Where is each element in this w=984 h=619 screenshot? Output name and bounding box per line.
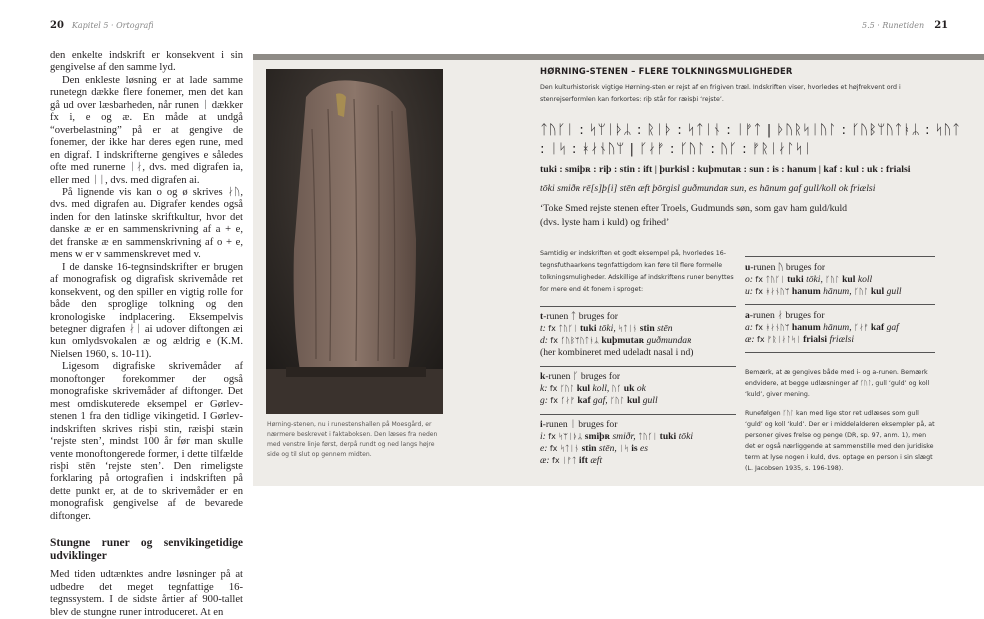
transliterated-word: is [631,443,638,454]
rune-example: fx ᛋᛘᛁᚦᛦ [548,432,583,441]
rune-example: fx ᚴᚢᛚ [549,384,575,393]
normalized-word: gaf, [593,395,608,406]
normalized-word: ok [636,383,646,394]
normalized-word: guðmundaʀ [646,335,692,346]
rune-example: fx ᚴᛅᚠ [550,396,575,405]
rune-example: fx ᚴᚢᛒᛘᚢᛏᚭᛦ [550,336,599,345]
normalized-text: tōki smiðʀ rē[s]þ[i] stēn æft þōrgisl guðmundaʀ sun, es hānum gaf gull/koll ok friælsi [540,183,876,194]
rune-example: ᚢᚴ [611,384,622,393]
photo-caption: Hørning-stenen, nu i runestenshallen på Moesgård, er nærmere beskrevet i faktaboksen. Den læses fra neden med venstre linje først, derpå rundt og ned langs højre side og til slut op gennem midten. [267,421,438,458]
rune-example: fx ᛁᚠᛏ [552,456,577,465]
normalized-word: koll [857,274,873,285]
normalized-word: hānum, [823,322,852,333]
factbox-explanation: Samtidig er indskriften et godt eksempel på, hvorledes 16-tegnsfuthaarkens tegnfattigdom kan føre til flere formelle tolkningsmuligheder. Adskillige af indskriftens runer benyttes for mere end ét fonem i sproget: [540,250,734,293]
k-rune-block [540,371,736,407]
runestone-photo [266,69,443,414]
rune-letter: a [745,310,750,321]
factbox-intro: Den kulturhistorisk vigtige Hørning-sten er rejst af en frigiven træl. Indskriften viser, hvorledes et højfrekvent ord i stenrejserformlen kan forkortes: riþ står for ræisþi ‘rejste’. [540,84,901,103]
transliteration: tuki : smiþʀ : riþ : stin : ift | þurkisl : kuþmutaʀ : sun : is : hanum | kaf : kul : uk : frialsi [540,164,911,175]
paragraph: Den enkleste løsning er at lade samme runetegn dække flere fonemer, men det kan gå ud over læsbarheden, når runen ᛁ dækker fx i, e og æ. En måde at undgå “overbelastning” på er at gengive de fonemer, der ikke har deres egen rune, med en digraf. I indskrifterne gengives e således ofte med runerne ᛁᛅ, dvs. med digrafen ia, eller med ᛁᛁ, dvs. med digrafen ai. [50,74,243,186]
divider [540,306,736,307]
rune-inscription-line-1: ᛏᚢᚴᛁ : ᛋᛘᛁᚦᛦ : ᚱᛁᚦ : ᛋᛏᛁᚾ : ᛁᚠᛏ | ᚦᚢᚱᛋᛁᚢᛚ : ᚴᚢᛒᛘᚢᛏᚭᛦ : ᛋᚢᛏ [540,122,961,138]
transliterated-word: ift [578,455,588,466]
phoneme-label: t: [540,323,546,334]
transliterated-word: kuþmutaʀ [601,335,645,346]
transliterated-word: kaf [577,395,591,406]
rune-example: ᚴᚢᛚ [825,275,840,284]
phoneme-label: e: [540,443,548,454]
paragraph: I de danske 16-tegnsindskrifter er brugen af monografisk og digrafisk skrivemåde ret konsekvent, og den spiller en vigtig rolle for både den sproglige tolkning og den kronologiske indplacering. Eksempelvis betegner digrafen ᛅᛁ ai udover diftongen æi kun omlydsvokalen æ og ældrig e (K.M. Nielsen 1960, s. 10-11). [50,261,243,360]
rune-heading: -runen ᛁ bruges for [542,419,618,430]
rune-letter: k [540,371,546,382]
normalized-word: tōki [678,431,693,442]
normalized-word: stēn, [598,443,617,454]
transliterated-word: smiþʀ [584,431,611,442]
paragraph: den enkelte indskrift er konsekvent i sin gengivelse af den samme lyd. [50,50,243,74]
divider [745,256,935,257]
phoneme-label: u: [745,286,753,297]
transliterated-word: hanum [791,322,821,333]
left-running-head [50,20,154,31]
transliterated-word: kul [842,274,856,285]
transliterated-word: tuki [787,274,804,285]
rune-example: fx ᚠᚱᛁᛅᛚᛋᛁ [757,335,801,344]
normalized-word: gaf [886,322,899,333]
rune-letter: u [745,262,751,273]
normalized-word: friælsi [829,334,855,345]
divider [540,414,736,415]
rune-example: ᛋᛏᛁᚾ [618,324,638,333]
a-rune-block [745,310,935,346]
transliterated-word: kaf [870,322,885,333]
rune-example: fx ᚼᛅᚾᚢᛘ [755,323,790,332]
normalized-word: smiðr, [612,431,636,442]
paragraph: Med tiden udtænktes andre løsninger på at udbedre det meget tegnfattige 16-tegnssystem. I de sidste årtier af 900-tallet blev de stungne runer introduceret. At en [50,569,243,618]
phoneme-label: æ: [540,455,550,466]
rune-example: fx ᛏᚢᚴᛁ [755,275,785,284]
divider [745,352,935,353]
normalized-word: koll, [592,383,610,394]
normalized-word: gull [886,286,902,297]
t-rune-block [540,311,736,359]
phoneme-label: i: [540,431,546,442]
rune-heading: -runen ᛅ bruges for [749,310,825,321]
note-paragraph: Runefølgen ᚴᚢᛚ kan med lige stor ret udlæses som gull ‘guld’ og koll ‘kuld’. Der er i middelalderen eksempler på, at personer gives frelse og penge (DR, sp. 97, anm. 1), men det er også nærliggende at sammenstille med den juridiske term at lyse nogen i kuld, dvs. optage en person i sin slægt (L. Jacobsen 1935, s. 196-198). [745,410,935,472]
danish-translation: ‘Toke Smed rejste stenen efter Troels, Gudmunds søn, som gav ham guld/kuld (dvs. lyste ham i kuld) og frihed’ [540,203,848,228]
phoneme-label: o: [745,274,753,285]
normalized-word: æft [590,455,603,466]
transliterated-word: kul [576,383,591,394]
left-running-title: Kapitel 5 · Ortografi [71,21,154,30]
divider [745,304,935,305]
normalized-word: es [640,443,648,454]
rune-example: ᚴᚢᛚ [854,287,869,296]
note-line: (her kombineret med udeladt nasal i nd) [540,347,694,358]
rune-example: fx ᛏᚢᚴᛁ [548,324,578,333]
note-paragraph: Bemærk, at æ gengives både med i- og a-runen. Bemærk endvidere, at begge udlæsninger af ᚴᚢᛚ, gull ‘guld’ og koll ‘kuld’, giver mening. [745,369,930,398]
rune-heading: -runen ᛏ bruges for [543,311,618,322]
transliterated-word: stin [581,443,597,454]
left-column-text [50,50,243,619]
rune-letter: t [540,311,544,322]
rune-example: ᛁᛋ [619,444,629,453]
rune-example: ᛏᚢᚴᛁ [638,432,658,441]
phoneme-label: k: [540,383,548,394]
transliterated-word: uk [623,383,635,394]
rune-heading: -runen ᚢ bruges for [750,262,826,273]
phoneme-label: æ: [745,334,755,345]
paragraph: Ligesom digrafiske skrivemåder af monoftonger forekommer der også monografiske skrivemåder af diftonger. Det mest omdiskuterede eksempel er Gørlev-stenen 1 fra den tidlige vikingetid. I Gørlev-indskriften skrives risþi stin, ræisþi stæin ‘rejste sten’, mindst 100 år før man skulle vente monoftongerede former, i dette tilfælde risþi stēn ‘rejste sten’. Den rimeligste forklaring på ortografien i indskriften på dette punkt er, at de to skrivemåder er en monografisk gengivelse af de bevarede diftonger. [50,361,243,522]
right-running-head [862,20,948,31]
rune-heading: -runen ᚴ bruges for [545,371,621,382]
normalized-word: tōki, [598,323,616,334]
left-page-number: 20 [50,20,64,31]
phoneme-label: d: [540,335,548,346]
phoneme-label: a: [745,322,753,333]
rune-inscription-line-2: : ᛁᛋ : ᚼᛅᚾᚢᛘ | ᚴᛅᚠ : ᚴᚢᛚ : ᚢᚴ : ᚠᚱᛁᛅᛚᛋᛁ [540,141,813,157]
u-rune-block [745,262,935,298]
transliterated-word: hanum [791,286,821,297]
right-page-number: 21 [934,20,949,31]
normalized-word: hānum, [823,286,852,297]
rune-letter: i [540,419,543,430]
rune-example: ᚴᛅᚠ [854,323,869,332]
transliterated-word: stin [639,323,655,334]
right-running-title: 5.5 · Runetiden [862,21,925,30]
factbox-notes [745,367,935,482]
factbox-title: HØRNING-STENEN – FLERE TOLKNINGSMULIGHEDER [540,66,793,76]
i-rune-block [540,419,736,467]
paragraph: På lignende vis kan o og ø skrives ᛅᚢ, dvs. med digrafen au. Digrafer kendes også inden for den latinske skriftkultur, hvor det danske æ er en sammenskrivning af a + e, det franske æ en sammenskrivning af o + e, mens w er v sammenskrevet med v. [50,186,243,261]
transliterated-word: kul [870,286,885,297]
normalized-word: gull [642,395,658,406]
transliterated-word: kul [626,395,641,406]
normalized-word: stēn [657,323,673,334]
transliterated-word: tuki [579,323,597,334]
normalized-word: tōki, [806,274,823,285]
divider [540,366,736,367]
rune-example: fx ᛋᛏᛁᚾ [549,444,580,453]
rune-example: fx ᚼᛅᚾᚢᛘ [755,287,790,296]
transliterated-word: tuki [659,431,677,442]
phoneme-label: g: [540,395,548,406]
section-heading: Stungne runer og senvikingetidige udviklinger [50,537,243,563]
transliterated-word: frialsi [803,334,828,345]
rune-example: ᚴᚢᛚ [610,396,625,405]
